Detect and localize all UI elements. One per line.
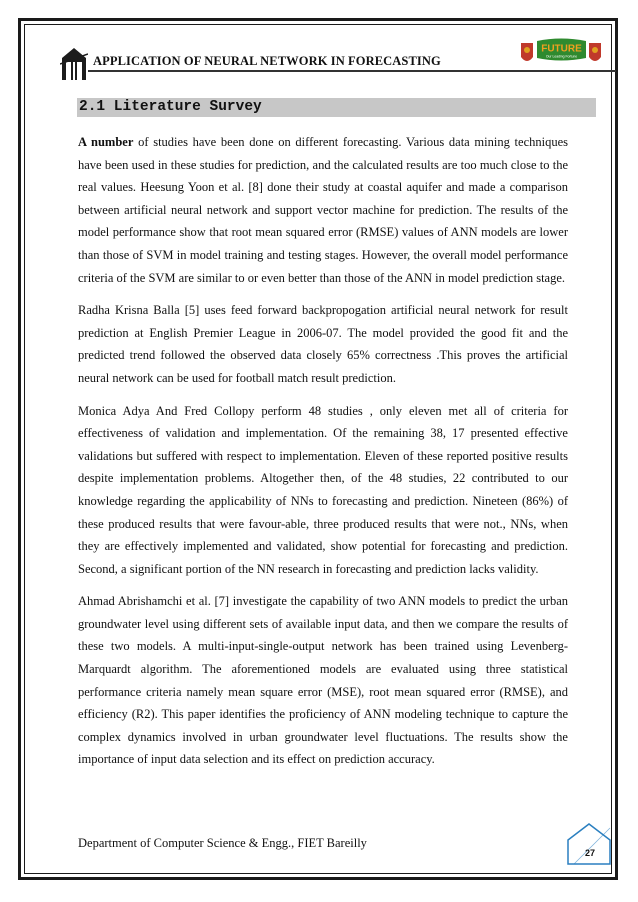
section-heading: 2.1 Literature Survey (79, 99, 262, 115)
crest-left-icon (521, 43, 533, 61)
paragraph-1 (78, 131, 568, 289)
crest-right-icon (589, 43, 601, 61)
paragraph-1-text: of studies have been done on different forecasting. Various data mining techniques have been used in these studies for prediction, and the calculated results are too much close to the real values. Heesung Yoon et al. [8] done their study at coastal aquifer and made a comparison between artificial neural network and support vector machine for prediction. The results of the model performance show that root mean squared error (RMSE) values of ANN models are lower than those of SVM in model training and testing stages. However, the overall model performance criteria of the SVM are similar to or even better than those of the ANN in model prediction stage. (78, 135, 568, 285)
header-divider (88, 70, 616, 72)
body-text (78, 131, 568, 781)
paragraph-2: Radha Krisna Balla [5] uses feed forward backpropogation artificial neural network for result prediction at English Premier League in 2006-07. The model provided the good fit and the predicted trend followed the observed data closely 65% correctness .This proves the artificial neural network can be used for football match result prediction. (78, 303, 568, 385)
page-number-badge-icon (566, 822, 612, 866)
logo-wordmark: FUTURE (541, 43, 582, 55)
document-header-title: APPLICATION OF NEURAL NETWORK IN FORECASTING (93, 54, 441, 68)
future-logo (520, 38, 602, 68)
page-number: 27 (584, 848, 595, 858)
paragraph-3: Monica Adya And Fred Collopy perform 48 studies , only eleven met all of criteria for effectiveness of validation and implementation. Of the remaining 38, 17 presented effective validations but suffered with respect to implementation. Eleven of these reported positive results despite implementation problems. Altogether then, of the 48 studies, 22 contributed to our knowledge regarding the applicability of NNs to forecasting and prediction. Nineteen (86%) of these produced results that were favour-able, three produced results that were not., NNs, when they are effectively implemented and validated, show potential for forecasting and prediction. Second, a significant portion of the NN research in forecasting and prediction lacks validity. (78, 403, 568, 576)
logo-tagline: Our Leading Fortune (545, 54, 578, 59)
section-heading-bar (77, 98, 596, 117)
footer-department: Department of Computer Science & Engg., FIET Bareilly (78, 836, 367, 850)
bridge-logo-icon (60, 44, 88, 80)
paragraph-1-lead: A number (78, 135, 134, 149)
paragraph-4: Ahmad Abrishamchi et al. [7] investigate the capability of two ANN models to predict the urban groundwater level using different sets of available input data, and then we compare the results of these two models. A multi-input-single-output network has been trained using Levenberg-Marquardt algorithm. The aforementioned models are evaluated using three statistical performance criteria namely mean square error (MSE), root mean squared error (RMSE), and efficiency (R2). This paper identifies the proficiency of ANN modeling technique to capture the complex dynamics involved in urban groundwater level fluctuations. The results show the importance of input data selection and its effect on prediction accuracy. (78, 594, 568, 767)
